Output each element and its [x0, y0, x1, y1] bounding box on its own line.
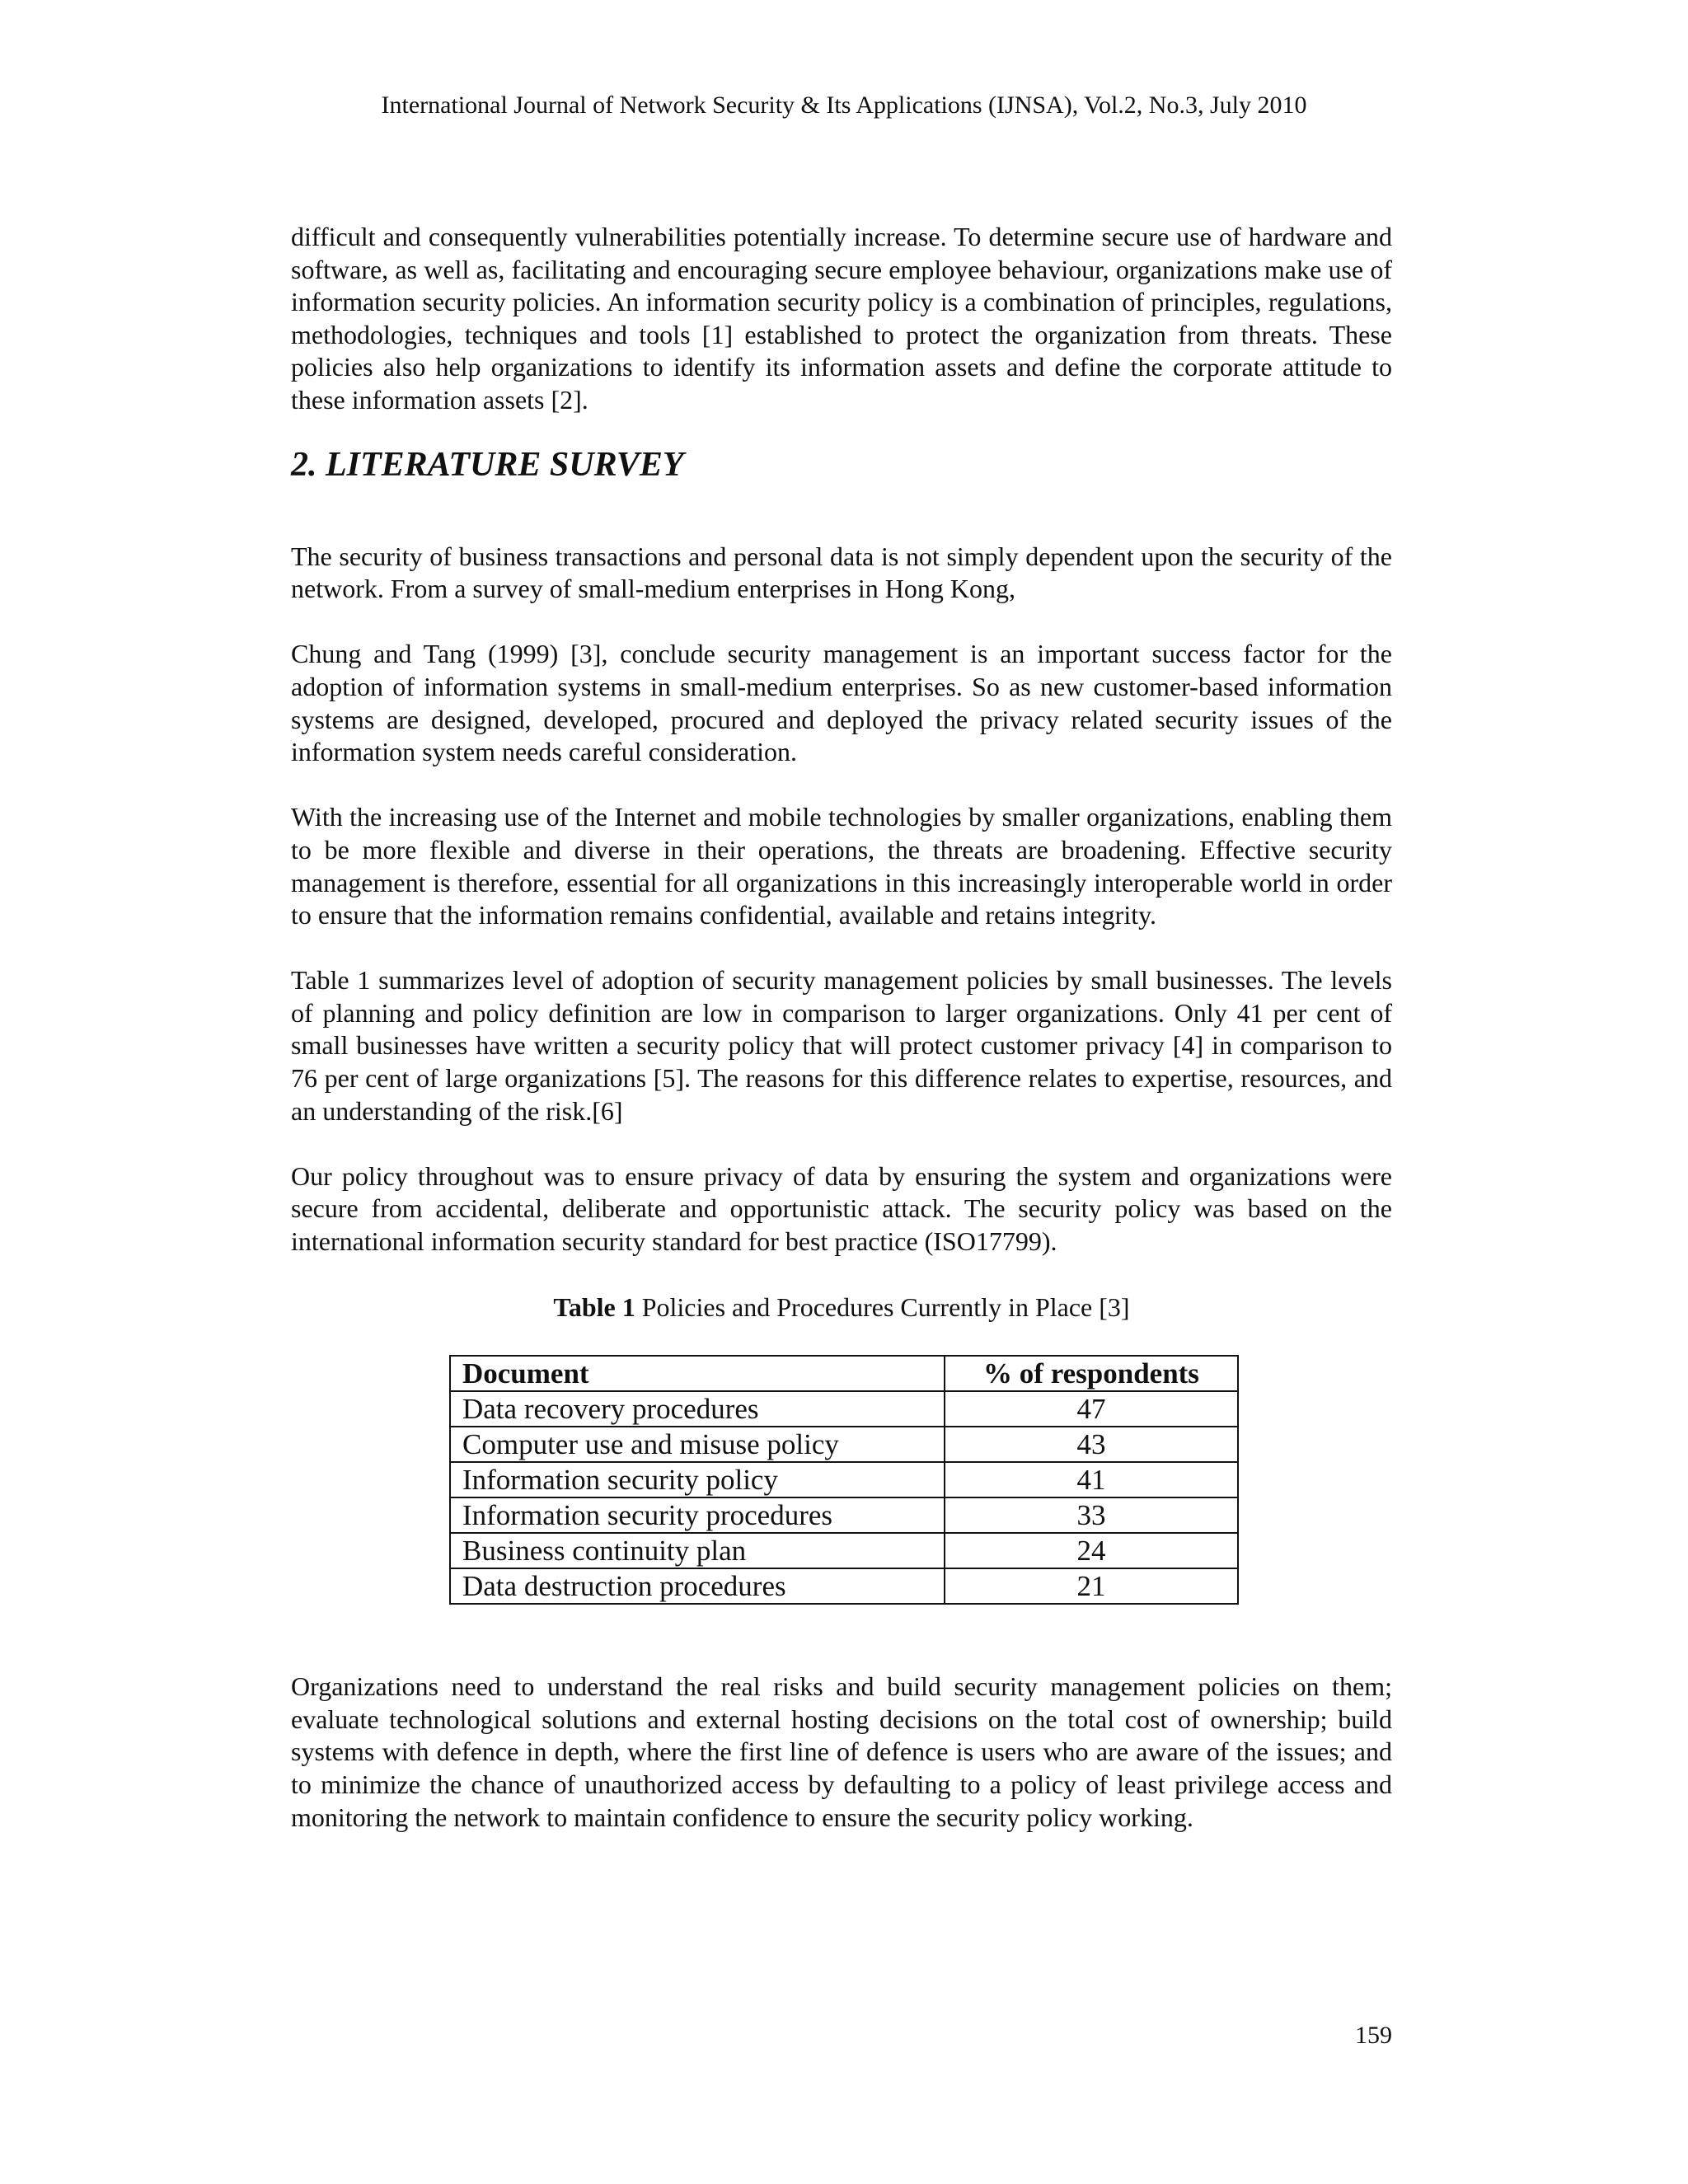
- table-caption: [291, 1291, 1392, 1324]
- table-row: [450, 1427, 1238, 1462]
- spacer: [291, 488, 1392, 541]
- table-row: [450, 1391, 1238, 1427]
- table-caption-text: Policies and Procedures Currently in Place [3]: [641, 1292, 1130, 1323]
- table-cell-percent: 47: [945, 1391, 1238, 1427]
- survey-paragraph-3: With the increasing use of the Internet and mobile technologies by smaller organizations, enabling them to be more flexible and diverse in their operations, the threats are broadening. Effective security management is therefore, essential for all organizations in this increasingly interoperable world in order to ensure that the information remains confidential, available and retains integrity.: [291, 802, 1392, 930]
- table-cell-document: Data destruction procedures: [450, 1568, 945, 1604]
- table-cell-document: Information security procedures: [450, 1497, 945, 1533]
- column-header-document: Document: [450, 1356, 945, 1391]
- survey-paragraph-4: Table 1 summarizes level of adoption of security management policies by small businesses. The levels of planning and policy definition are low in comparison to larger organizations. Only 41 per cent of small businesses have written a security policy that will protect customer privacy [4] in comparison to 76 per cent of large organizations [5]. The reasons for this difference relates to expertise, resources, and an understanding of the risk.[6]: [291, 965, 1392, 1126]
- spacer: [291, 932, 1392, 965]
- table-row: [450, 1462, 1238, 1497]
- table-cell-percent: 41: [945, 1462, 1238, 1497]
- table-cell-percent: 21: [945, 1568, 1238, 1604]
- spacer: [291, 606, 1392, 639]
- table-cell-document: Business continuity plan: [450, 1533, 945, 1568]
- table-cell-percent: 43: [945, 1427, 1238, 1462]
- policies-table: [449, 1355, 1239, 1605]
- table-row: [450, 1533, 1238, 1568]
- spacer: [291, 1127, 1392, 1160]
- table-row: [450, 1497, 1238, 1533]
- table-cell-document: Information security policy: [450, 1462, 945, 1497]
- survey-paragraph-1: The security of business transactions and personal data is not simply dependent upon the security of the network. From a survey of small-medium enterprises in Hong Kong,: [291, 541, 1392, 604]
- table-caption-label: Table 1: [553, 1292, 635, 1323]
- section-heading: 2. LITERATURE SURVEY: [291, 445, 684, 484]
- table-row: [450, 1568, 1238, 1604]
- page-number: 159: [1355, 2022, 1392, 2049]
- table-container: [449, 1355, 1239, 1605]
- survey-paragraph-5: Our policy throughout was to ensure privacy of data by ensuring the system and organizations were secure from accidental, deliberate and opportunistic attack. The security policy was based on the international information security standard for best practice (ISO17799).: [291, 1160, 1392, 1257]
- running-header: International Journal of Network Security & Its Applications (IJNSA), Vol.2, No.3, July 2010: [381, 91, 1307, 119]
- column-header-percent: % of respondents: [945, 1356, 1238, 1391]
- intro-paragraph: difficult and consequently vulnerabilities potentially increase. To determine secure use of hardware and software, as well as, facilitating and encouraging secure employee behaviour, organizations make use of information security policies. An information security policy is a combination of principles, regulations, methodologies, techniques and tools [1] established to protect the organization from threats. These policies also help organizations to identify its information assets and define the corporate attitude to these information assets [2].: [291, 222, 1392, 415]
- table-cell-percent: 24: [945, 1533, 1238, 1568]
- closing-paragraph: Organizations need to understand the real risks and build security management policies on them; evaluate technological solutions and external hosting decisions on the total cost of ownership; build systems with defence in depth, where the first line of defence is users who are aware of the issues; and to minimize the chance of unauthorized access by defaulting to a policy of least privilege access and monitoring the network to maintain confidence to ensure the security policy working.: [291, 1671, 1392, 1832]
- survey-paragraph-2: Chung and Tang (1999) [3], conclude security management is an important success factor for the adoption of information systems in small-medium enterprises. So as new customer-based information systems are designed, developed, procured and deployed the privacy related security issues of the information system needs careful consideration.: [291, 639, 1392, 767]
- table-header-row: [450, 1356, 1238, 1391]
- spacer: [291, 1258, 1392, 1291]
- page-body: [291, 221, 1392, 1834]
- table-cell-document: Data recovery procedures: [450, 1391, 945, 1427]
- table-cell-document: Computer use and misuse policy: [450, 1427, 945, 1462]
- spacer: [291, 769, 1392, 802]
- table-cell-percent: 33: [945, 1497, 1238, 1533]
- spacer: [291, 1605, 1392, 1671]
